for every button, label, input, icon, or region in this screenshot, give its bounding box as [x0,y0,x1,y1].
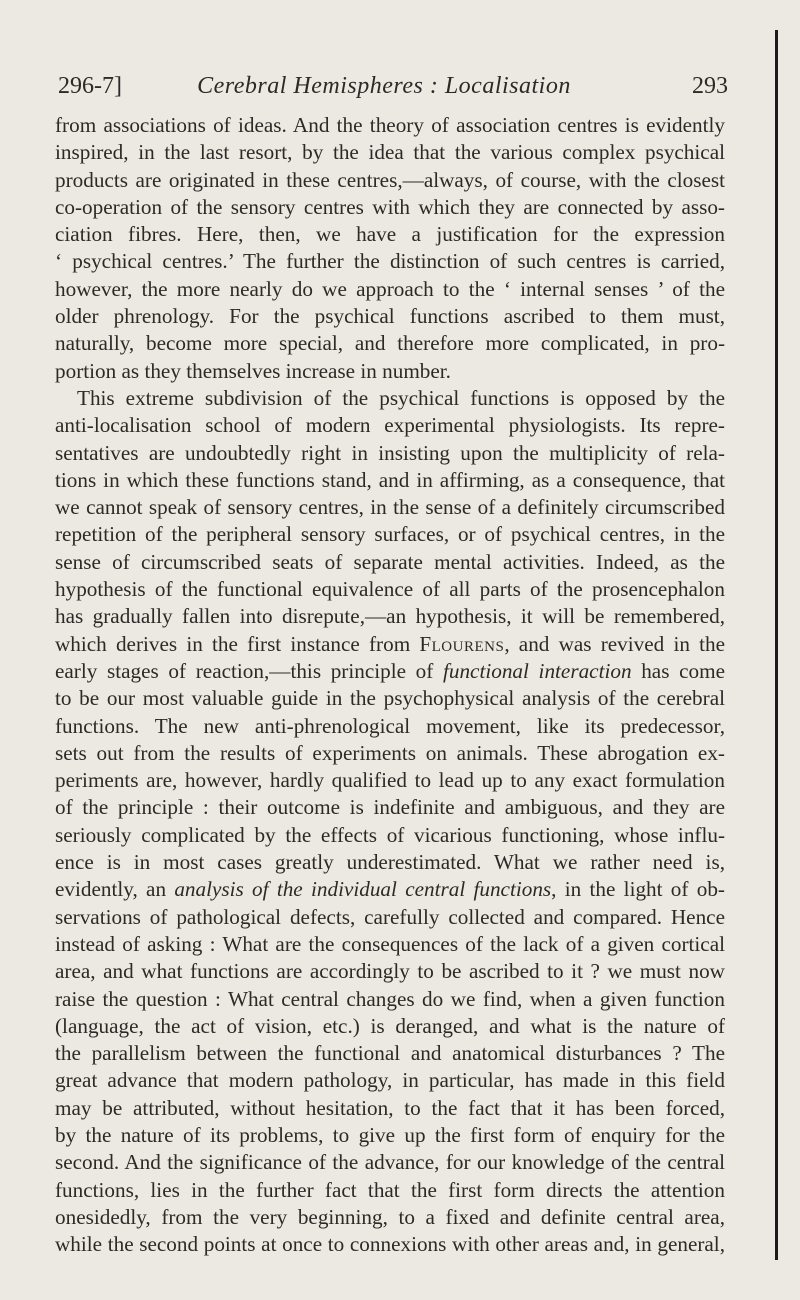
text-line: portion as they themselves increase in number. [55,358,451,383]
text-line: hypothesis of the functional equivalence of all parts of the prosencephalon [55,577,725,602]
text-line: by the nature of its problems, to give up the first form of enquiry for the [55,1122,725,1147]
body-text [55,112,725,1258]
text-line: functions, lies in the further fact that the first form directs the attention [55,1177,725,1202]
text-line: which derives in the first instance from Flourens, and was revived in the [55,631,725,656]
text-line: early stages of reaction,—this principle of functional interaction has come [55,658,725,683]
text-line: older phrenology. For the psychical functions ascribed to them must, [55,304,725,329]
text-line: may be attributed, without hesitation, to the fact that it has been forced, [55,1095,725,1120]
text-line: servations of pathological defects, carefully collected and compared. Hence [55,904,725,929]
running-title: Cerebral Hemispheres : Localisation [197,73,571,99]
text-line: evidently, an analysis of the individual central functions, in the light of ob- [55,877,725,902]
text-line: instead of asking : What are the consequences of the lack of a given cortical [55,931,725,956]
page-number: 293 [692,73,728,99]
text-line: products are originated in these centres,—always, of course, with the closest [55,167,725,192]
text-line: raise the question : What central changes do we find, when a given function [55,986,725,1011]
text-line: (language, the act of vision, etc.) is deranged, and what is the nature of [55,1013,725,1038]
text-line: however, the more nearly do we approach to the ‘ internal senses ’ of the [55,276,725,301]
text-line: area, and what functions are accordingly to be ascribed to it ? we must now [55,959,725,984]
text-line: we cannot speak of sensory centres, in the sense of a definitely circumscribed [55,495,725,520]
text-line: periments are, however, hardly qualified to lead up to any exact formulation [55,768,725,793]
text-line: the parallelism between the functional and anatomical disturbances ? The [55,1041,725,1066]
text-line: co-operation of the sensory centres with which they are connected by asso- [55,194,725,219]
emphasis: functional interaction [442,658,632,683]
text-line: functions. The new anti-phrenological movement, like its predecessor, [55,713,725,738]
text-line: This extreme subdivision of the psychical functions is opposed by the [77,385,725,410]
text-line: second. And the significance of the advance, for our knowledge of the central [55,1150,725,1175]
text-line: to be our most valuable guide in the psychophysical analysis of the cerebral [55,686,725,711]
author-name: Flourens [419,631,505,656]
text-line: sets out from the results of experiments on animals. These abrogation ex- [55,740,725,765]
text-line: onesidedly, from the very beginning, to a fixed and definite central area, [55,1204,725,1229]
text-line: while the second points at once to connexions with other areas and, in general, [55,1232,725,1257]
text-line: seriously complicated by the effects of vicarious functioning, whose influ- [55,822,725,847]
text-line: great advance that modern pathology, in particular, has made in this field [55,1068,725,1093]
text-line: of the principle : their outcome is indefinite and ambiguous, and they are [55,795,725,820]
text-line: has gradually fallen into disrepute,—an hypothesis, it will be remembered, [55,604,725,629]
text-line: from associations of ideas. And the theory of association centres is evidently [55,113,725,137]
text-line: ciation fibres. Here, then, we have a justification for the expression [55,222,725,247]
text-line: inspired, in the last resort, by the idea that the various complex psychical [55,140,725,165]
page-gutter-shadow [775,30,778,1260]
section-range: 296-7] [58,73,122,99]
text-line: ‘ psychical centres.’ The further the distinction of such centres is carried, [55,249,725,274]
text-line: sense of circumscribed seats of separate mental activities. Indeed, as the [55,549,725,574]
text-line: naturally, become more special, and therefore more complicated, in pro- [55,331,725,356]
text-line: anti-localisation school of modern experimental physiologists. Its repre- [55,413,725,438]
emphasis: analysis of the individual central functions [174,877,552,902]
text-line: ence is in most cases greatly underestimated. What we rather need is, [55,850,725,875]
text-line: repetition of the peripheral sensory surfaces, or of psychical centres, in the [55,522,725,547]
running-head [40,66,728,106]
text-line: tions in which these functions stand, and in affirming, as a consequence, that [55,467,725,492]
text-line: sentatives are undoubtedly right in insisting upon the multiplicity of rela- [55,440,725,465]
